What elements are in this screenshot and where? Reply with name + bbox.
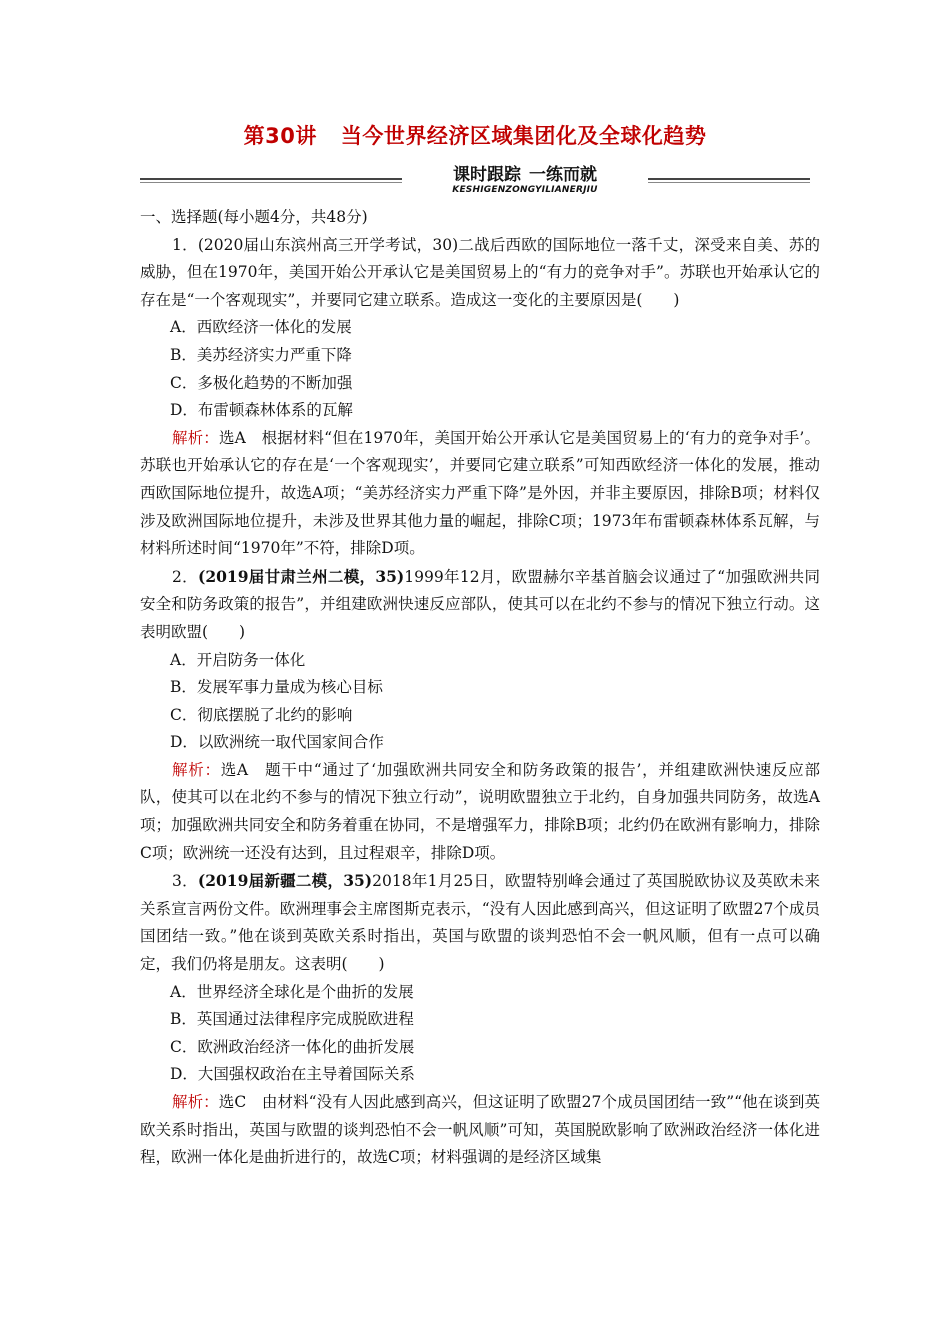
banner-label: [402, 160, 648, 184]
question-2-option-b: B．发展军事力量成为核心目标: [170, 678, 383, 697]
question-source: (2019届新疆二模，35): [197, 871, 373, 891]
lecture-number: 第30讲: [243, 124, 317, 148]
question-text: 1999年12月，欧盟赫尔辛基首脑会议通过了“加强欧洲共同安全和防务政策的报告”，并组建欧洲快速反应部队，使其可以在北约不参与的情况下独立行动。这表明欧盟( ): [140, 567, 820, 641]
question-2-analysis: [140, 757, 820, 867]
question-3-analysis: [140, 1089, 820, 1172]
analysis-label: 解析：: [172, 1093, 219, 1111]
section-heading: 一、选择题(每小题4分，共48分): [140, 208, 368, 226]
question-1-option-a: A．西欧经济一体化的发展: [170, 318, 352, 337]
question-2-option-a: A．开启防务一体化: [170, 650, 306, 669]
question-1-stem: 1．(2020届山东滨州高三开学考试，30)二战后西欧的国际地位一落千丈，深受来自美、苏的威胁，但在1970年，美国开始公开承认它是美国贸易上的“有力的竞争对手”。苏联也开始承认它的存在是“一个客观现实”，并要同它建立联系。造成这一变化的主要原因是( ): [140, 235, 820, 309]
question-3-option-c: C．欧洲政治经济一体化的曲折发展: [170, 1037, 415, 1056]
page-title: [0, 120, 950, 150]
question-1-analysis: [140, 425, 820, 563]
question-2-option-c: C．彻底摆脱了北约的影响: [170, 705, 353, 724]
banner-label-left: 课时跟踪: [453, 165, 521, 185]
question-1-option-c: C．多极化趋势的不断加强: [170, 373, 353, 392]
question-2-stem: [140, 563, 820, 647]
section-banner: [140, 160, 810, 196]
document-body: [140, 204, 820, 1172]
analysis-text: 选A 题干中“通过了‘加强欧洲共同安全和防务政策的报告’，并组建欧洲快速反应部队，使其可以在北约不参与的情况下独立行动”，说明欧盟独立于北约，自身加强共同防务，故选A项；加强欧洲共同安全和防务着重在协同，不是增强军力，排除B项；北约仍在欧洲有影响力，排除C项；欧洲统一还没有达到，且过程艰辛，排除D项。: [140, 760, 820, 862]
question-text: 2018年1月25日，欧盟特别峰会通过了英国脱欧协议及英欧未来关系宣言两份文件。欧洲理事会主席图斯克表示，“没有人因此感到高兴，但这证明了欧盟27个成员国团结一致。”他在谈到英欧关系时指出，英国与欧盟的谈判恐怕不会一帆风顺，但有一点可以确定，我们仍将是朋友。这表明( ): [140, 872, 820, 974]
analysis-label: 解析：: [172, 760, 221, 779]
question-source: (2019届甘肃兰州二模，35): [198, 566, 405, 586]
question-3-stem: [140, 867, 820, 978]
question-1-option-b: B．美苏经济实力严重下降: [170, 345, 352, 364]
analysis-text: 选C 由材料“没有人因此感到高兴，但这证明了欧盟27个成员国团结一致”“他在谈到英欧关系时指出，英国与欧盟的谈判恐怕不会一帆风顺”可知，英国脱欧影响了欧洲政治经济一体化进程，欧洲一体化是曲折进行的，故选C项；材料强调的是经济区域集: [140, 1093, 820, 1167]
question-number: 2．: [172, 567, 198, 586]
question-3-option-b: B．英国通过法律程序完成脱欧进程: [170, 1010, 414, 1029]
question-3-option-d: D．大国强权政治在主导着国际关系: [170, 1065, 415, 1084]
question-2-option-d: D．以欧洲统一取代国家间合作: [170, 733, 384, 752]
banner-label-right: 一练而就: [529, 165, 597, 185]
question-number: 3．: [172, 872, 198, 891]
analysis-text: 选A 根据材料“但在1970年，美国开始公开承认它是美国贸易上的‘有力的竞争对手’。苏联也开始承认它的存在是‘一个客观现实’，并要同它建立联系”可知西欧经济一体化的发展，推动西欧国际地位提升，故选A项；“美苏经济实力严重下降”是外因，并非主要原因，排除B项；材料仅涉及欧洲国际地位提升，未涉及世界其他力量的崛起，排除C项；1973年布雷顿森林体系瓦解，与材料所述时间“1970年”不符，排除D项。: [140, 428, 820, 558]
question-3-option-a: A．世界经济全球化是个曲折的发展: [170, 982, 414, 1001]
lecture-topic: 当今世界经济区域集团化及全球化趋势: [340, 124, 707, 148]
question-1-option-d: D．布雷顿森林体系的瓦解: [170, 401, 353, 420]
analysis-label: 解析：: [172, 428, 219, 447]
banner-pinyin: KESHIGENZONGYILIANERJIU: [452, 185, 598, 195]
